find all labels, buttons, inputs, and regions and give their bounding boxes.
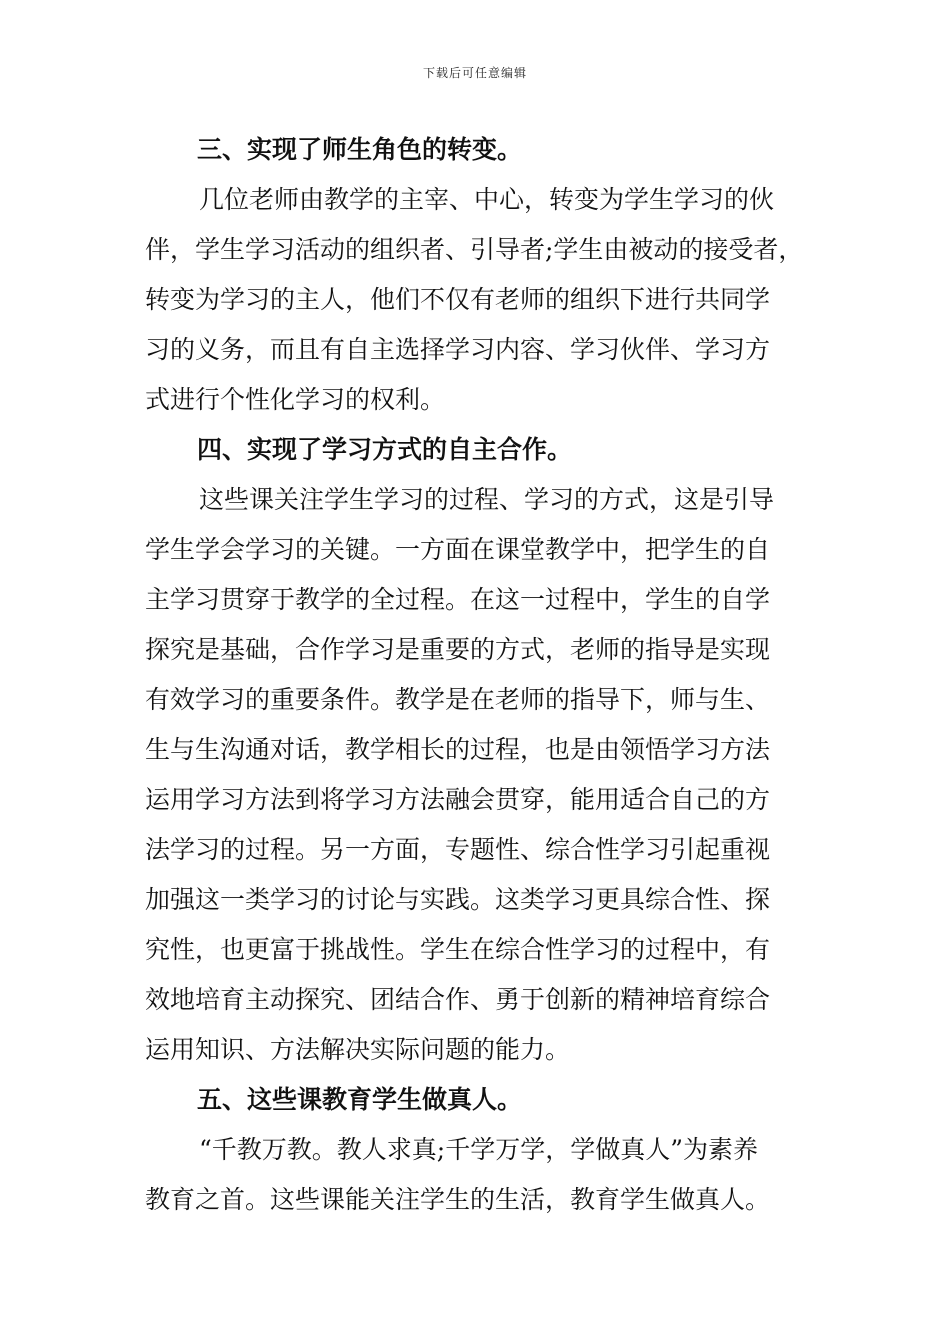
paragraph-line: 法学习的过程。另一方面，专题性、综合性学习引起重视 [145, 835, 771, 864]
paragraph-line: 转变为学习的主人，他们不仅有老师的组织下进行共同学 [145, 285, 771, 314]
paragraph-line: 探究是基础，合作学习是重要的方式，老师的指导是实现 [145, 635, 771, 664]
page-header: 下载后可任意编辑 [422, 66, 527, 80]
paragraph-line: “千教万教。教人求真;千学万学，学做真人”为素养 [199, 1135, 758, 1164]
document-body [145, 125, 830, 1225]
paragraph-line: 几位老师由教学的主宰、中心，转变为学生学习的伙 [199, 185, 775, 214]
section-heading-4: 四、实现了学习方式的自主合作。 [197, 435, 573, 464]
paragraph-line: 伴，学生学习活动的组织者、引导者;学生由被动的接受者， [145, 235, 804, 264]
paragraph-line: 效地培育主动探究、团结合作、勇于创新的精神培育综合 [145, 985, 771, 1014]
paragraph-line: 式进行个性化学习的权利。 [145, 385, 446, 414]
paragraph-line: 学生学会学习的关键。一方面在课堂教学中，把学生的自 [145, 535, 771, 564]
paragraph-line: 有效学习的重要条件。教学是在老师的指导下，师与生、 [145, 685, 771, 714]
paragraph-line: 加强这一类学习的讨论与实践。这类学习更具综合性、探 [145, 885, 771, 914]
paragraph-line: 运用学习方法到将学习方法融会贯穿，能用适合自己的方 [145, 785, 771, 814]
paragraph-true-person [145, 1125, 830, 1225]
section-heading-3: 三、实现了师生角色的转变。 [197, 135, 523, 164]
paragraph-line: 习的义务，而且有自主选择学习内容、学习伙伴、学习方 [145, 335, 771, 364]
paragraph-role-change [145, 175, 830, 425]
paragraph-line: 生与生沟通对话，教学相长的过程，也是由领悟学习方法 [145, 735, 771, 764]
paragraph-line: 教育之首。这些课能关注学生的生活，教育学生做真人。 [145, 1185, 771, 1214]
paragraph-learning-mode [145, 475, 830, 1075]
paragraph-line: 运用知识、方法解决实际问题的能力。 [145, 1035, 571, 1064]
section-heading-5: 五、这些课教育学生做真人。 [197, 1085, 523, 1114]
paragraph-line: 主学习贯穿于教学的全过程。在这一过程中，学生的自学 [145, 585, 771, 614]
paragraph-line: 究性，也更富于挑战性。学生在综合性学习的过程中，有 [145, 935, 771, 964]
paragraph-line: 这些课关注学生学习的过程、学习的方式，这是引导 [199, 485, 775, 514]
